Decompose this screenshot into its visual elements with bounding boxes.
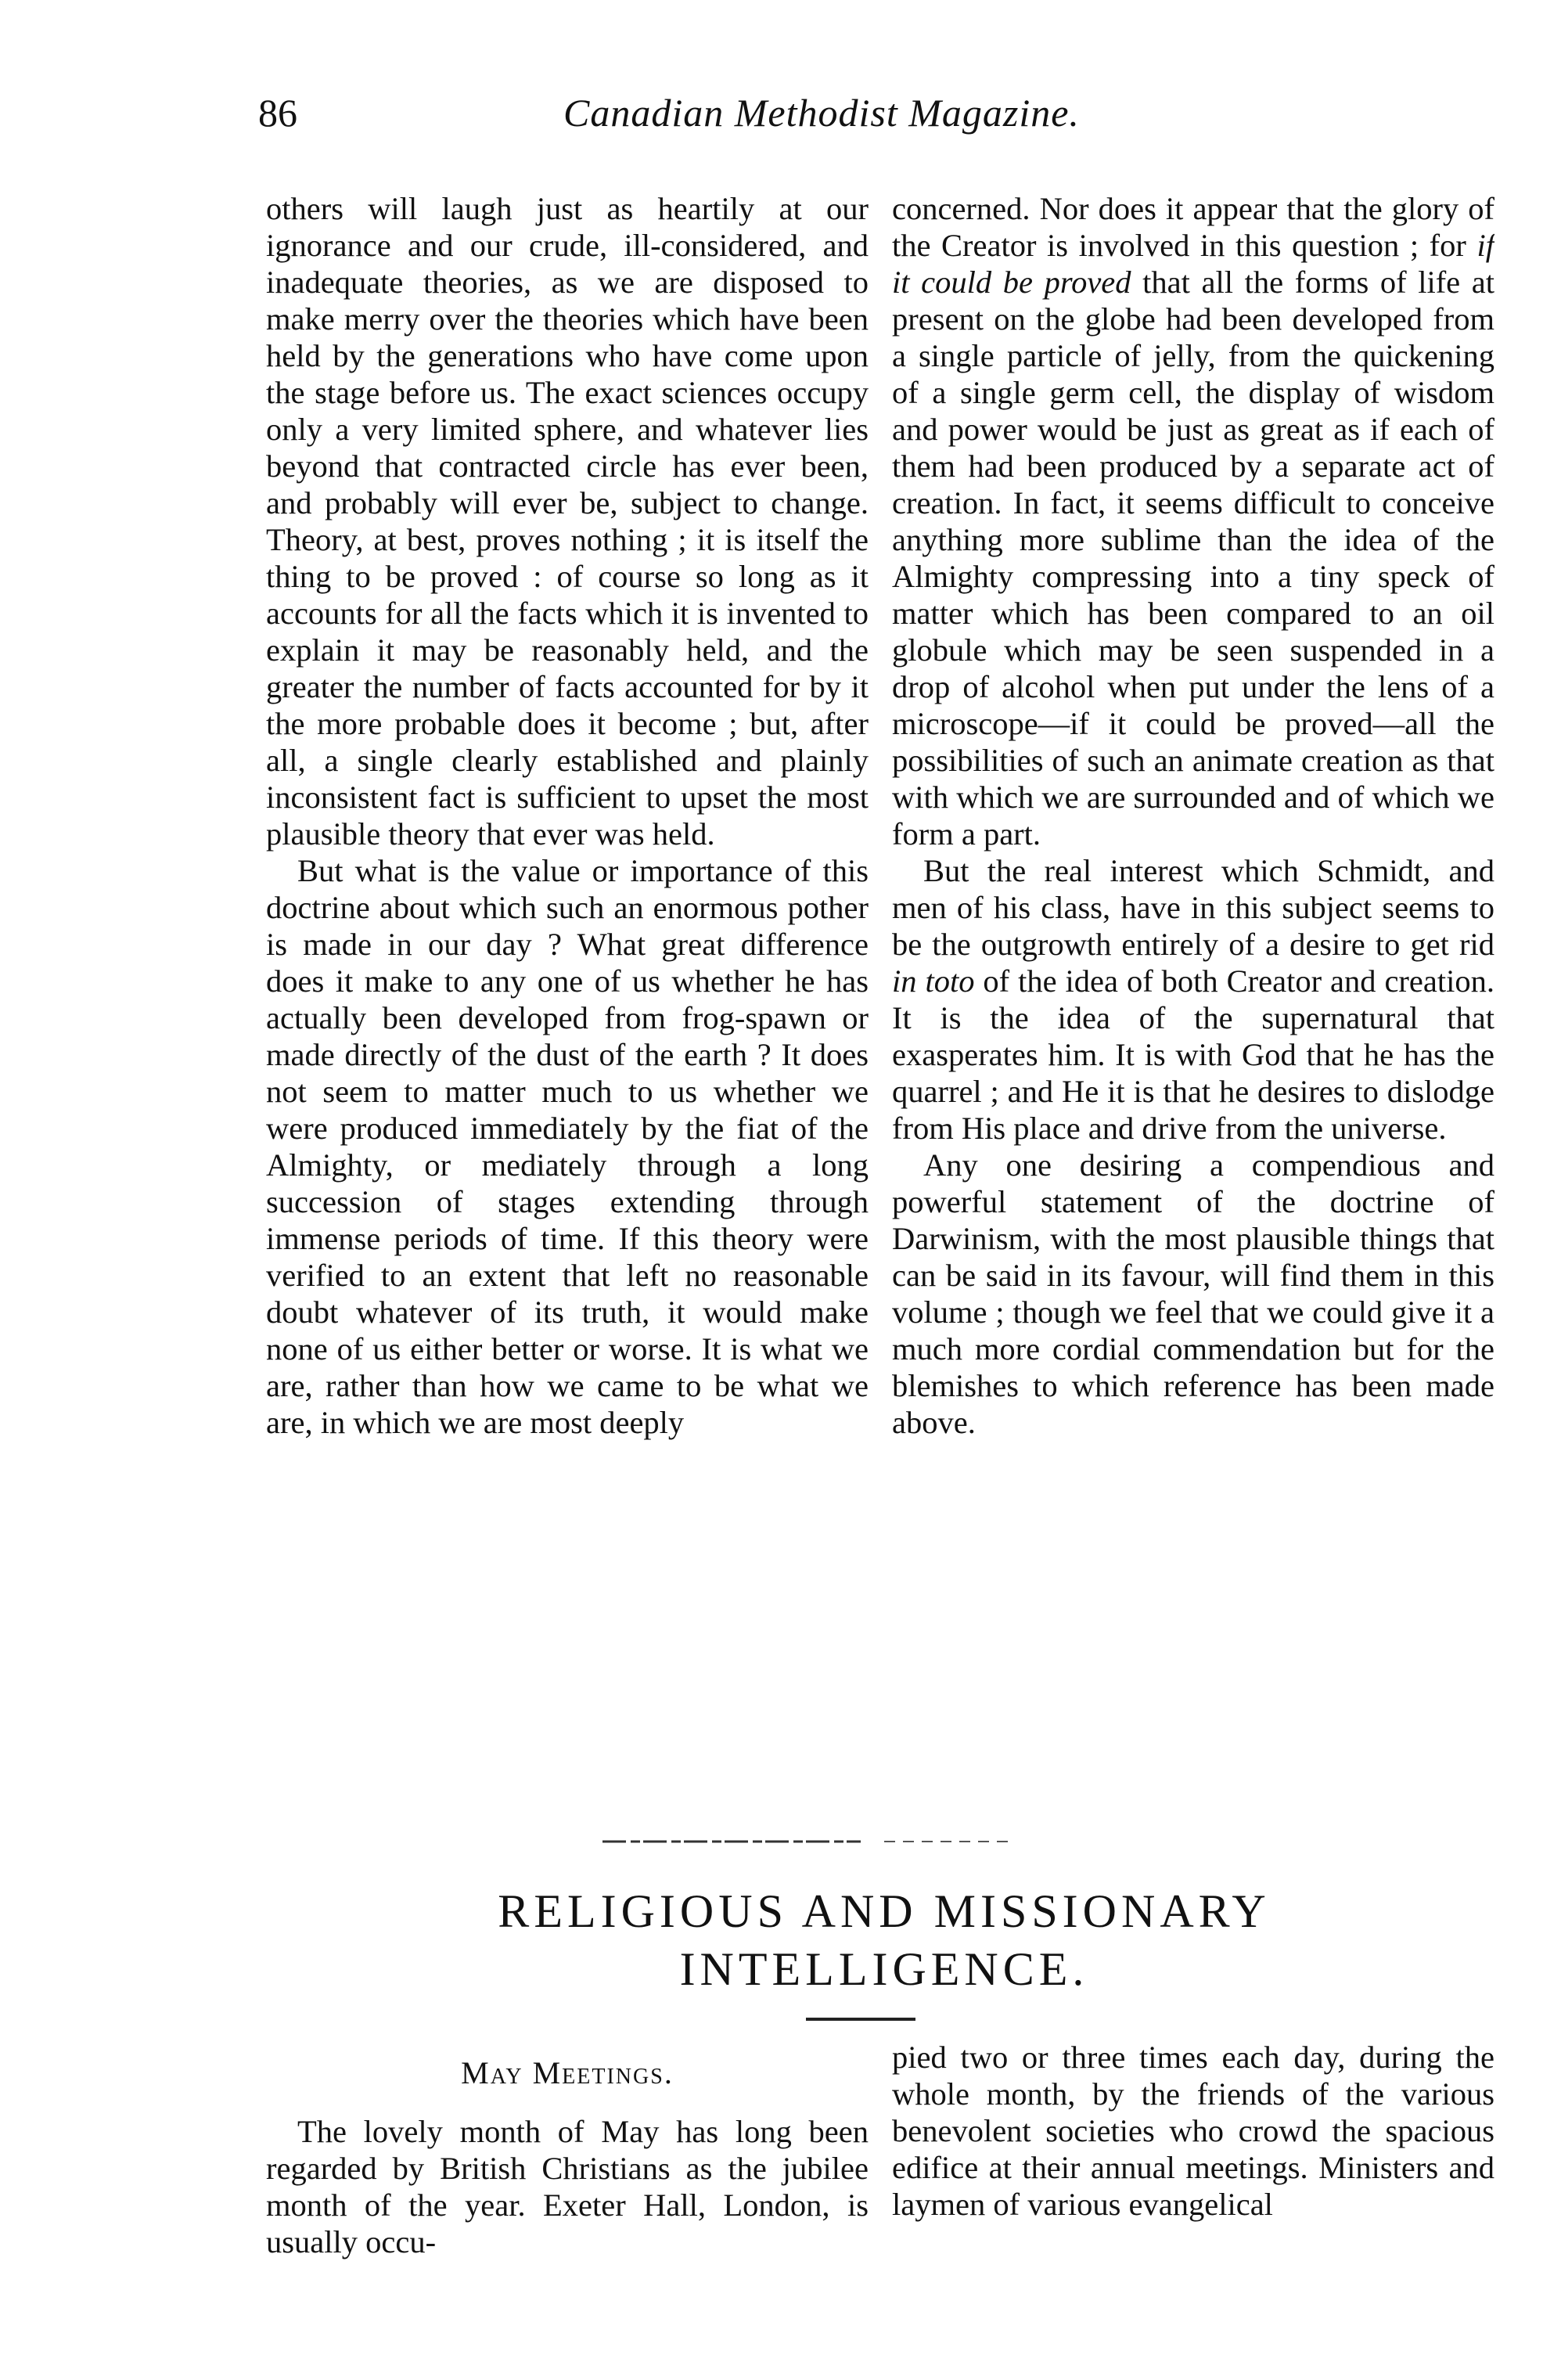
page-number: 86 [258,91,297,135]
paragraph: But what is the value or importance of this doctrine about which such an enormous pother is made in our day ? What great difference does it make to any one of us whether he has actually been developed from frog-spawn or made directly of the dust of the earth ? It does not seem to matter much to us whether we were produced immediately by the fiat of the Almighty, or mediately through a long succession of stages extending through immense periods of time. If this theory were verified to an extent that left no reasonable doubt whatever of its truth, it would make none of us either better or worse. It is what we are, rather than how we came to be what we are, in which we are most deeply [266,853,869,1440]
top-right-column [892,190,1494,1763]
top-left-column [266,190,869,1763]
paragraph [892,190,1494,852]
subsection-heading: May Meetings. [461,2055,674,2090]
paragraph [892,852,1494,1147]
paragraph: The lovely month of May has long been regarded by British Christians as the jubilee month of the year. Exeter Hall, London, is usually occu- [266,2114,869,2259]
text-run: that all the forms of life at present on the globe had been developed from a single particle of jelly, from the quickening of a single germ cell, the display of wisdom and power would be just as great as if each of them had been produced by a separate act of creation. In fact, it seems difficult to conceive anything more sublime than the idea of the Almighty compressing into a tiny speck of matter which has been compared to an oil globule which may be seen suspended in a drop of alcohol when put under the lens of a microscope—if it could be proved—all the possibilities of such an animate creation as that with which we are surrounded and of which we form a part. [892,265,1494,852]
italic-text-run: if it could be proved [892,228,1494,300]
section-title-line: RELIGIOUS AND MISSIONARY [498,1885,1271,1937]
bottom-left-column [266,2113,869,2317]
ornamental-divider [602,1838,1009,1845]
text-run: concerned. Nor does it appear that the glory of the Creator is involved in this question ; for [892,191,1494,263]
bottom-right-column [892,2039,1494,2321]
text-run: But the real interest which Schmidt, and men of his class, have in this subject seems to be the outgrowth entirely of a desire to get rid [892,853,1494,962]
text-run: of the idea of both Creator and creation. It is the idea of the supernatural that exasperates him. It is with God that he has the quarrel ; and He it is that he desires to dislodge from His place and drive from the universe. [892,963,1494,1146]
paragraph: pied two or three times each day, during the whole month, by the friends of the various benevolent societies who crowd the spacious edifice at their annual meetings. Ministers and laymen of various evangelical [892,2040,1494,2222]
running-title: Canadian Methodist Magazine. [563,91,1080,135]
section-title-line: INTELLIGENCE. [679,1943,1089,1995]
paragraph: Any one desiring a compendious and powerful statement of the doctrine of Darwinism, with the most plausible things that can be said in its favour, will find them in this volume ; though we feel that we could give it a much more cordial commendation but for the blemishes to which reference has been made above. [892,1147,1494,1440]
italic-text-run: in toto [892,963,975,999]
title-rule [806,2017,915,2022]
page-header [258,74,1510,145]
paragraph: others will laugh just as heartily at our ignorance and our crude, ill-considered, and inadequate theories, as we are disposed to make merry over the theories which have been held by the generations who have come upon the stage before us. The exact sciences occupy only a very limited sphere, and whatever lies beyond that contracted circle has ever been, and probably will ever be, subject to change. Theory, at best, proves nothing ; it is itself the thing to be proved : of course so long as it accounts for all the facts which it is invented to explain it may be reasonably held, and the greater the number of facts accounted for by it the more probable does it become ; but, after all, a single clearly established and plainly inconsistent fact is sufficient to upset the most plausible theory that ever was held. [266,191,869,852]
section-title [258,1882,1510,1998]
